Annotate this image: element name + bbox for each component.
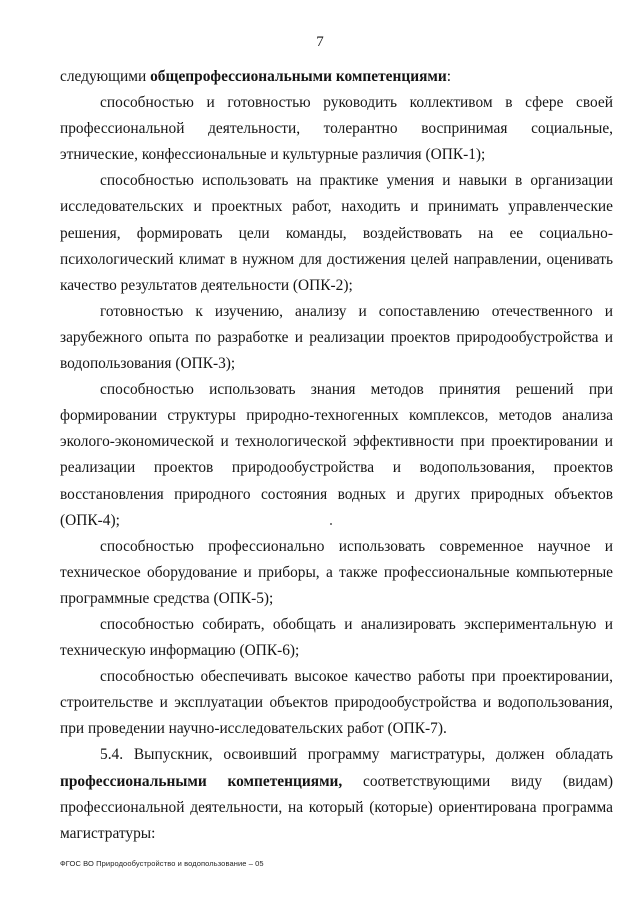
intro-text: следующими — [60, 68, 151, 85]
competency-opk-7: способностью обеспечивать высокое качество работы при проектировании, строительстве и эксплуатации объектов природообустройства и водопользования, при проведении научно-исследовательских работ (ОПК-7). — [60, 668, 613, 738]
section-5-4-text: 5.4. Выпускник, освоивший программу магистратуры, должен обладать — [100, 746, 613, 764]
document-body — [60, 64, 613, 847]
page-number: 7 — [316, 34, 324, 50]
section-5-4-bold-term: профессиональными компетенциями, — [60, 772, 343, 790]
competency-opk-3: готовностью к изучению, анализу и сопоставлению отечественного и зарубежного опыта по разработке и реализации проектов природообустройства и водопользования (ОПК-3); — [60, 302, 613, 373]
competency-opk-4: способностью использовать знания методов принятия решений при формировании структуры природно-техногенных комплексов, методов анализа эколого-экономической и технологической эффективности при проектировании и реализации проектов природообустройства и водопользования, проектов восстановления природного состояния водных и других природных объектов (ОПК-4); — [60, 381, 613, 529]
section-5-4-text-end: соответствующими виду (видам) профессиональной деятельности, на который (которые) ориентирована программа магистратуры: — [60, 772, 613, 842]
competency-opk-1: способностью и готовностью руководить коллективом в сфере своей профессиональной деятельности, толерантно воспринимая социальные, этнические, конфессиональные и культурные различия (ОПК-1); — [60, 94, 613, 164]
competency-opk-2: способностью использовать на практике умения и навыки в организации исследовательских и проектных работ, находить и принимать управленческие решения, формировать цели команды, воздействовать на ее социально-психологический климат в нужном для достижения целей направлении, оценивать качество результатов деятельности (ОПК-2); — [60, 172, 613, 294]
intro-bold-term: общепрофессиональными компетенциями — [150, 68, 447, 85]
competency-opk-6: способностью собирать, обобщать и анализировать экспериментальную и техническую информацию (ОПК-6); — [60, 615, 613, 660]
scan-speck — [330, 523, 332, 525]
section-5-4-paragraph — [60, 742, 613, 846]
intro-colon: : — [446, 68, 452, 85]
competency-opk-5: способностью профессионально использовать современное научное и техническое оборудование и приборы, а также профессиональные компьютерные программные средства (ОПК-5); — [60, 537, 613, 607]
intro-paragraph — [60, 64, 613, 90]
page-footer: ФГОС ВО Природообустройство и водопользование – 05 — [60, 859, 264, 868]
